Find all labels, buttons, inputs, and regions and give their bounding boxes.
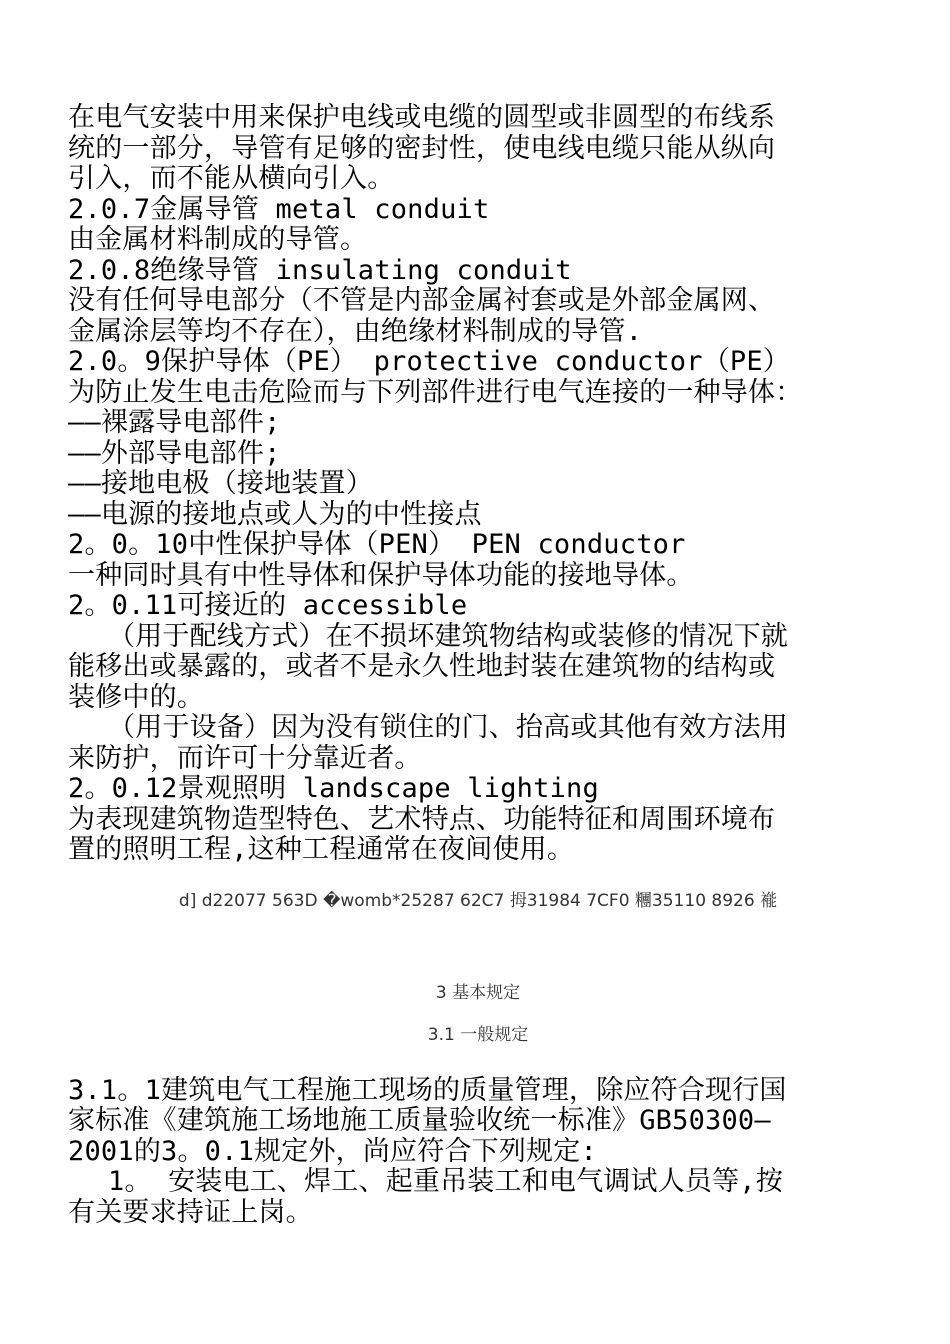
list-item: ——接地电极（接地装置） (68, 468, 373, 499)
paragraph-line: （用于设备）因为没有锁住的门、抬高或其他有效方法用 (108, 712, 788, 743)
paragraph-line: 在电气安装中用来保护电线或电缆的圆型或非圆型的布线系 (68, 102, 776, 133)
paragraph-line: 置的照明工程,这种工程通常在夜间使用。 (68, 834, 575, 865)
paragraph-line: 能移出或暴露的，或者不是永久性地封装在建筑物的结构或 (68, 651, 776, 682)
paragraph-line: 来防护，而许可十分靠近者。 (68, 742, 422, 774)
paragraph-line: 3.1。1建筑电气工程施工现场的质量管理，除应符合现行国 (68, 1074, 787, 1106)
paragraph-line: 为防止发生电击危险而与下列部件进行电气连接的一种导体： (68, 376, 803, 408)
paragraph-line: 统的一部分，导管有足够的密封性，使电线电缆只能从纵向 (68, 132, 776, 164)
paragraph-line: 2001的3。0.1规定外，尚应符合下列规定: (68, 1135, 597, 1167)
paragraph-line: 为表现建筑物造型特色、艺术特点、功能特征和周围环境布 (68, 803, 776, 835)
paragraph-line: 装修中的。 (68, 681, 204, 713)
paragraph-line: 没有任何导电部分（不管是内部金属衬套或是外部金属网、 (68, 285, 776, 316)
term-heading: 2。0。10中性保护导体（PEN） PEN conductor (68, 529, 686, 560)
chapter-title: 3 基本规定 (435, 982, 521, 1003)
paragraph-line: 有关要求持证上岗。 (68, 1196, 313, 1228)
term-heading: 2.0.8绝缘导管 insulating conduit (68, 254, 572, 286)
paragraph-line: 家标准《建筑施工场地施工质量验收统一标准》GB50300— (68, 1105, 771, 1136)
term-heading: 2.0.7金属导管 metal conduit (68, 193, 490, 225)
list-item: ——外部导电部件; (68, 437, 281, 469)
list-item: ——电源的接地点或人为的中性接点 (68, 498, 482, 530)
document-page (68, 103, 888, 1228)
list-item: 1。 安装电工、焊工、起重吊装工和电气调试人员等,按 (108, 1166, 783, 1197)
footer-code: d] d22077 563D �womb*25287 62C7 拇31984 7CF0 糰35110 8926 褦 (178, 890, 778, 911)
paragraph-line: （用于配线方式）在不损坏建筑物结构或装修的情况下就 (108, 620, 788, 652)
term-heading: 2。0.11可接近的 accessible (68, 590, 468, 621)
paragraph-line: 一种同时具有中性导体和保护导体功能的接地导体。 (68, 559, 694, 591)
term-heading: 2。0.12景观照明 landscape lighting (68, 773, 599, 804)
section-title: 3.1 一般规定 (427, 1024, 529, 1045)
paragraph-line: 引入，而不能从横向引入。 (68, 163, 395, 194)
paragraph-line: 金属涂层等均不存在），由绝缘材料制成的导管. (68, 315, 643, 347)
term-heading: 2.0。9保护导体（PE） protective conductor（PE） (68, 346, 791, 377)
paragraph-line: 由金属材料制成的导管。 (68, 224, 368, 255)
list-item: ——裸露导电部件; (68, 407, 281, 438)
